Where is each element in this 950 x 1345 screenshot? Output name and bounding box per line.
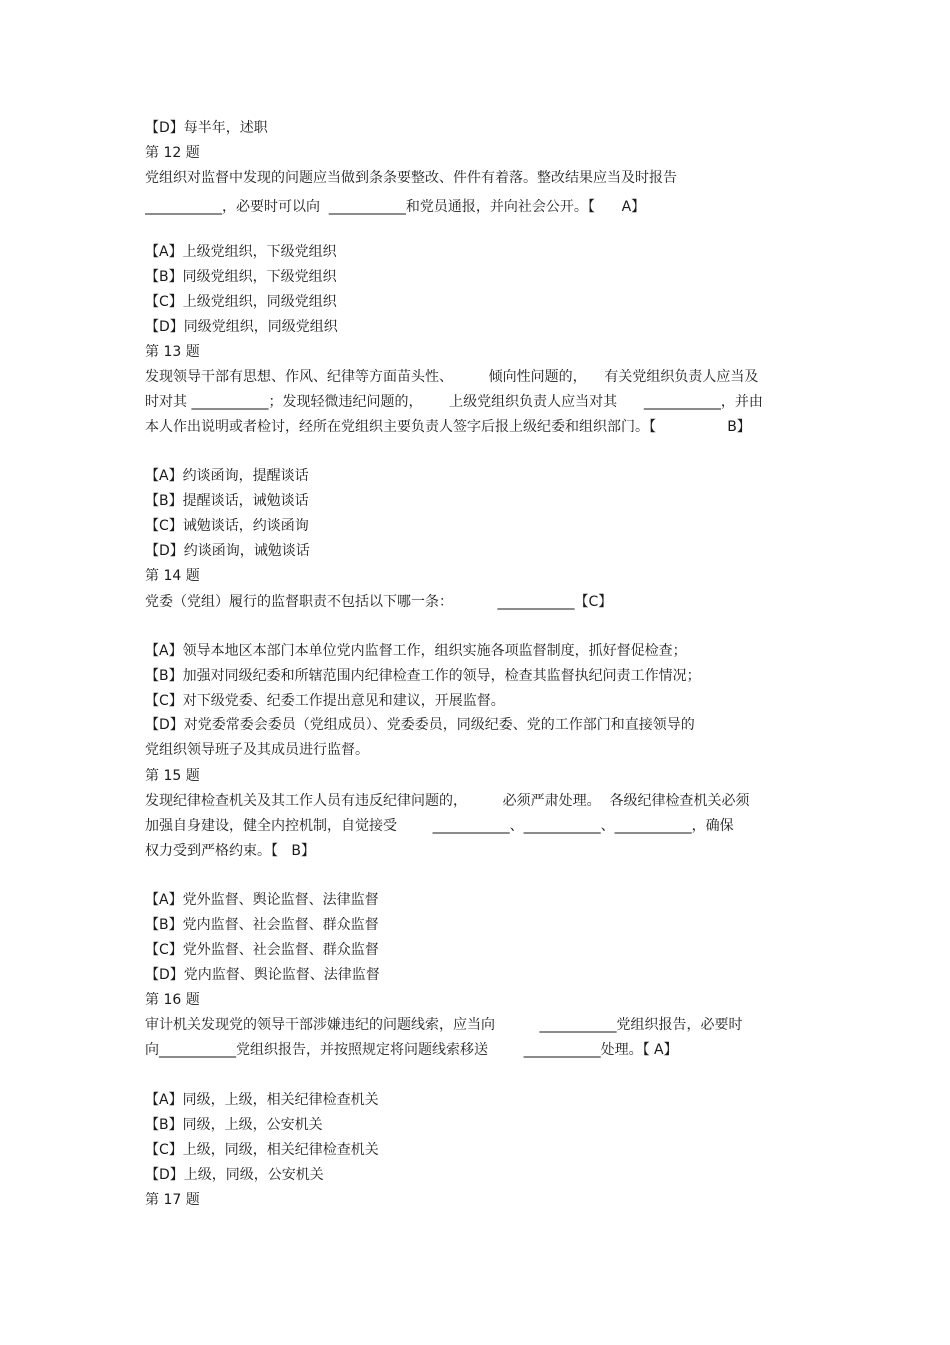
q14-number: 第 14 题 [145, 568, 200, 584]
q12-option-c: 【C】上级党组织，同级党组织 [145, 294, 337, 310]
q16-text-line-2: 向___________党组织报告，并按照规定将问题线索移送 ___________处理。【 A】 [145, 1042, 678, 1058]
q14-option-c: 【C】对下级党委、纪委工作提出意见和建议，开展监督。 [145, 693, 505, 709]
q14-option-a: 【A】领导本地区本部门本单位党内监督工作，组织实施各项监督制度，抓好督促检查； [145, 643, 687, 659]
q16-option-a: 【A】同级，上级，相关纪律检查机关 [145, 1092, 379, 1108]
q11-option-d: 【D】每半年，述职 [145, 120, 268, 136]
q14-option-d-line-1: 【D】对党委常委会委员（党组成员）、党委委员，同级纪委、党的工作部门和直接领导的 [145, 717, 695, 733]
q15-option-d: 【D】党内监督、舆论监督、法律监督 [145, 967, 380, 983]
q13-text-line-1: 发现领导干部有思想、作风、纪律等方面苗头性、 倾向性问题的， 有关党组织负责人应当及 [145, 369, 759, 385]
q15-number: 第 15 题 [145, 768, 200, 784]
q16-number: 第 16 题 [145, 992, 200, 1008]
q12-option-a: 【A】上级党组织，下级党组织 [145, 244, 337, 260]
q12-option-d: 【D】同级党组织，同级党组织 [145, 319, 338, 335]
q13-text-line-2: 时对其 ___________；发现轻微违纪问题的， 上级党组织负责人应当对其 ___________，并由 [145, 394, 763, 410]
q15-text-line-2: 加强自身建设，健全内控机制，自觉接受 ___________、___________、___________，确保 [145, 818, 734, 834]
q13-option-b: 【B】提醒谈话，诫勉谈话 [145, 493, 309, 509]
q15-option-a: 【A】党外监督、舆论监督、法律监督 [145, 892, 379, 908]
q16-option-b: 【B】同级，上级，公安机关 [145, 1117, 323, 1133]
q14-option-b: 【B】加强对同级纪委和所辖范围内纪律检查工作的领导，检查其监督执纪问责工作情况； [145, 668, 701, 684]
q12-text-line-1: 党组织对监督中发现的问题应当做到条条要整改、件件有着落。整改结果应当及时报告 [145, 170, 677, 186]
q16-option-c: 【C】上级，同级，相关纪律检查机关 [145, 1142, 379, 1158]
q15-option-c: 【C】党外监督、社会监督、群众监督 [145, 942, 379, 958]
q15-option-b: 【B】党内监督、社会监督、群众监督 [145, 917, 379, 933]
q16-text-line-1: 审计机关发现党的领导干部涉嫌违纪的问题线索，应当向 ___________党组织报告，必要时 [145, 1017, 743, 1033]
q13-number: 第 13 题 [145, 344, 200, 360]
q12-number: 第 12 题 [145, 145, 200, 161]
q14-option-d-line-2: 党组织领导班子及其成员进行监督。 [145, 742, 369, 758]
q13-option-a: 【A】约谈函询，提醒谈话 [145, 468, 309, 484]
q16-option-d: 【D】上级，同级，公安机关 [145, 1167, 324, 1183]
q12-option-b: 【B】同级党组织，下级党组织 [145, 269, 337, 285]
q12-text-line-2: ___________，必要时可以向 ___________和党员通报，并向社会公开。【 A】 [145, 199, 646, 215]
q15-text-line-3: 权力受到严格约束。【 B】 [145, 843, 315, 859]
q13-option-c: 【C】诫勉谈话，约谈函询 [145, 518, 309, 534]
q15-text-line-1: 发现纪律检查机关及其工作人员有违反纪律问题的， 必须严肃处理。 各级纪律检查机关必须 [145, 793, 750, 809]
q13-option-d: 【D】约谈函询，诫勉谈话 [145, 543, 310, 559]
q17-number: 第 17 题 [145, 1192, 200, 1208]
q13-text-line-3: 本人作出说明或者检讨，经所在党组织主要负责人签字后报上级纪委和组织部门。【 B】 [145, 419, 751, 435]
q14-text: 党委（党组）履行的监督职责不包括以下哪一条： ___________【C】 [145, 594, 613, 610]
